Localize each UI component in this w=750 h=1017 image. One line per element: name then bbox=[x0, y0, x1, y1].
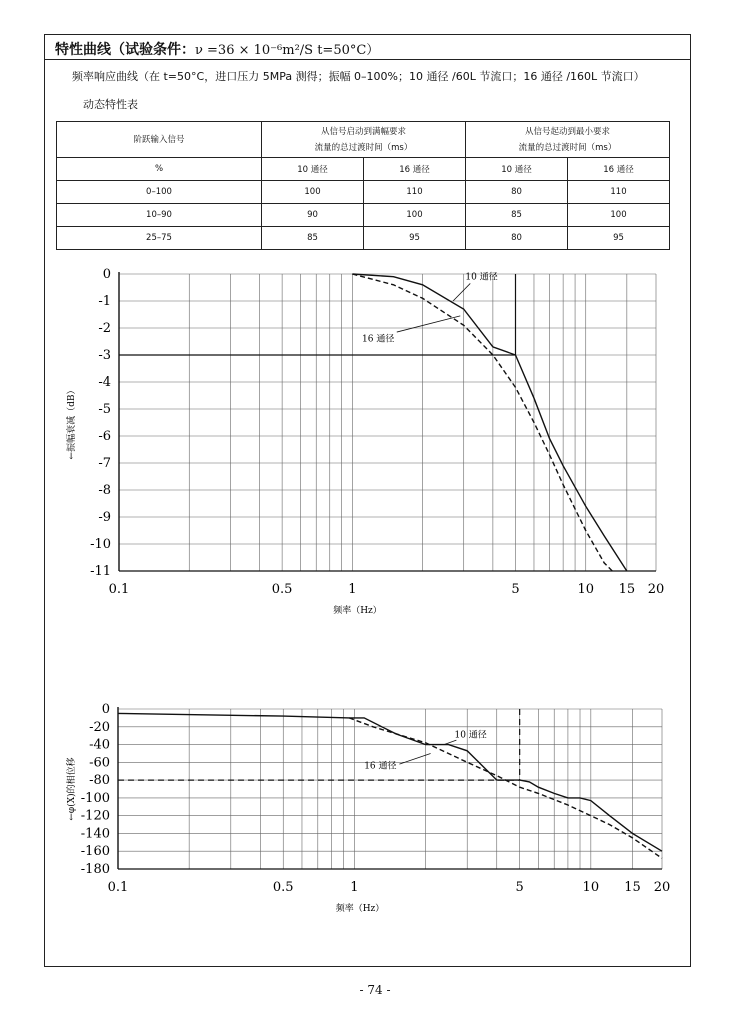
y-tick-label: -2 bbox=[98, 321, 111, 336]
x-tick-label: 0.5 bbox=[271, 582, 293, 597]
col2-header-line2: 流量的总过渡时间（ms） bbox=[314, 142, 413, 153]
y-tick-label: -4 bbox=[98, 375, 111, 390]
table-cell: 0–100 bbox=[57, 181, 262, 204]
col-header-full-amplitude bbox=[262, 122, 466, 158]
table-cell: 110 bbox=[568, 181, 670, 204]
amplitude-frequency-chart bbox=[60, 262, 690, 622]
x-tick-label: 20 bbox=[647, 582, 665, 597]
x-tick-label: 1 bbox=[348, 582, 357, 597]
section-header bbox=[45, 35, 690, 60]
table-cell: 110 bbox=[364, 181, 466, 204]
y-axis-title: ←φ(X)的相位移 bbox=[67, 757, 77, 821]
y-tick-label: -11 bbox=[90, 564, 111, 579]
y-tick-label: -100 bbox=[80, 790, 110, 806]
x-tick-label: 15 bbox=[618, 582, 636, 597]
dynamic-characteristics-table bbox=[56, 121, 670, 250]
annotation-16-bore: 16 通径 bbox=[362, 334, 395, 345]
y-tick-label: -140 bbox=[80, 826, 110, 842]
table-cell: 10 通径 bbox=[262, 158, 364, 181]
y-tick-label: -40 bbox=[89, 737, 110, 753]
y-tick-label: -120 bbox=[80, 808, 110, 824]
y-tick-label: 0 bbox=[101, 702, 110, 717]
table-unit-row bbox=[57, 158, 670, 181]
phase-frequency-chart bbox=[60, 694, 690, 924]
table-header-row bbox=[57, 122, 670, 158]
series-line-10-bore bbox=[118, 713, 662, 851]
table-cell: 100 bbox=[262, 181, 364, 204]
x-tick-label: 1 bbox=[350, 880, 359, 895]
table-row bbox=[57, 181, 670, 204]
table-cell: 90 bbox=[262, 204, 364, 227]
x-tick-label: 20 bbox=[653, 880, 671, 895]
table-cell: 95 bbox=[568, 227, 670, 250]
y-tick-label: -20 bbox=[89, 719, 110, 735]
y-tick-label: -8 bbox=[98, 483, 111, 498]
table-cell: 10 通径 bbox=[466, 158, 568, 181]
x-tick-label: 0.1 bbox=[107, 880, 129, 895]
table-row bbox=[57, 227, 670, 250]
col3-header-line1: 从信号起动到最小要求 bbox=[524, 126, 610, 137]
table-cell: 16 通径 bbox=[568, 158, 670, 181]
y-tick-label: -6 bbox=[98, 429, 111, 444]
table-row bbox=[57, 204, 670, 227]
y-tick-label: -5 bbox=[98, 402, 111, 417]
series-line-16-bore bbox=[349, 718, 662, 858]
x-axis-title: 频率（Hz） bbox=[335, 904, 385, 914]
x-tick-label: 0.5 bbox=[272, 880, 294, 895]
annotation-leader bbox=[453, 283, 470, 301]
header-title: 特性曲线（试验条件： bbox=[55, 42, 195, 58]
y-tick-label: -9 bbox=[98, 510, 111, 525]
table-cell: 100 bbox=[568, 204, 670, 227]
table-cell: 95 bbox=[364, 227, 466, 250]
y-axis-title: ←振幅衰减（dB） bbox=[67, 385, 77, 460]
frequency-response-description: 频率响应曲线（在 t=50°C，进口压力 5MPa 测得；振幅 0–100%；10 通径 /60L 节流口；16 通径 /160L 节流口） bbox=[72, 70, 645, 83]
series-line-16-bore bbox=[352, 274, 612, 571]
x-tick-label: 5 bbox=[515, 880, 524, 895]
col3-header-line2: 流量的总过渡时间（ms） bbox=[518, 142, 617, 153]
x-tick-label: 0.1 bbox=[108, 582, 130, 597]
table-cell: 16 通径 bbox=[364, 158, 466, 181]
x-tick-label: 15 bbox=[624, 880, 641, 895]
header-condition: ν =36 × 10⁻⁶m²/S t=50°C） bbox=[195, 43, 380, 58]
x-tick-label: 10 bbox=[577, 582, 595, 597]
y-tick-label: -1 bbox=[98, 294, 111, 309]
annotation-leader bbox=[397, 316, 460, 332]
y-tick-label: -160 bbox=[80, 844, 110, 860]
table-cell: 85 bbox=[262, 227, 364, 250]
col-header-min-required bbox=[466, 122, 670, 158]
y-tick-label: -60 bbox=[89, 755, 110, 771]
x-tick-label: 5 bbox=[511, 582, 520, 597]
col2-header-line1: 从信号启动到满幅要求 bbox=[320, 126, 406, 137]
table-cell: 25–75 bbox=[57, 227, 262, 250]
x-axis-title: 频率（Hz） bbox=[333, 606, 382, 616]
table-cell: 80 bbox=[466, 181, 568, 204]
table-cell: % bbox=[57, 158, 262, 181]
table-cell: 85 bbox=[466, 204, 568, 227]
table-cell: 10–90 bbox=[57, 204, 262, 227]
annotation-16-bore: 16 通径 bbox=[364, 761, 397, 772]
y-tick-label: -7 bbox=[98, 456, 111, 471]
page-number: - 74 - bbox=[359, 983, 391, 997]
y-tick-label: -3 bbox=[98, 348, 111, 363]
y-tick-label: -80 bbox=[89, 773, 110, 789]
x-tick-label: 10 bbox=[582, 880, 600, 895]
annotation-10-bore: 10 通径 bbox=[454, 730, 487, 741]
table-title: 动态特性表 bbox=[83, 98, 138, 111]
table-cell: 100 bbox=[364, 204, 466, 227]
y-tick-label: -10 bbox=[90, 537, 111, 552]
annotation-10-bore: 10 通径 bbox=[465, 272, 498, 283]
table-cell: 80 bbox=[466, 227, 568, 250]
y-tick-label: 0 bbox=[102, 267, 111, 282]
col-header-signal: 阶跃输入信号 bbox=[57, 122, 262, 158]
y-tick-label: -180 bbox=[80, 862, 110, 877]
annotation-leader bbox=[444, 740, 456, 744]
